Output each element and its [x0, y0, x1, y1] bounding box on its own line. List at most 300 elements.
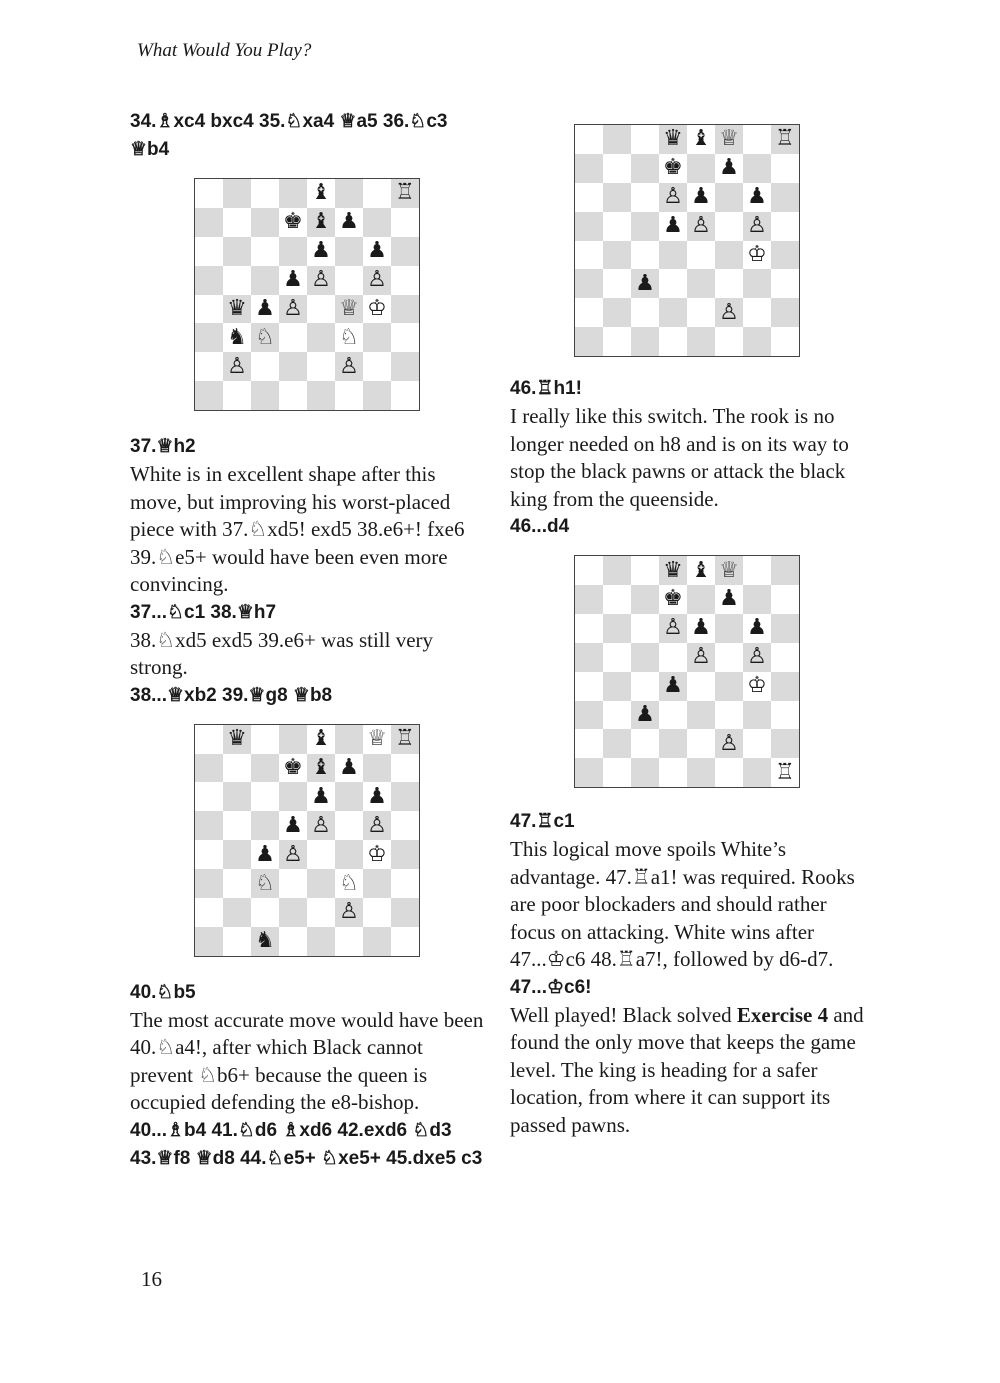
- board-square: [279, 927, 307, 956]
- board-square: [687, 183, 715, 212]
- board-square: [195, 352, 223, 381]
- chess-piece: ♙: [339, 353, 359, 379]
- board-square: [715, 758, 743, 787]
- board-square: [279, 266, 307, 295]
- diagram-1: [194, 178, 490, 411]
- board-square: [335, 237, 363, 266]
- board-square: [195, 754, 223, 783]
- chess-piece: ♟: [283, 812, 303, 838]
- chess-piece: ♟: [339, 754, 359, 780]
- board-square: [335, 381, 363, 410]
- board-square: [743, 327, 771, 356]
- chess-piece: ♟: [367, 783, 387, 809]
- right-column: [510, 124, 870, 1139]
- board-square: [771, 585, 799, 614]
- board-square: [307, 811, 335, 840]
- board-square: [687, 758, 715, 787]
- board-square: [363, 237, 391, 266]
- move-line: 37.♕h2: [130, 436, 196, 458]
- board-square: [335, 869, 363, 898]
- board-square: [715, 269, 743, 298]
- board-square: [251, 237, 279, 266]
- board-square: [659, 643, 687, 672]
- board-square: [603, 327, 631, 356]
- board-square: [251, 725, 279, 754]
- board-square: [743, 672, 771, 701]
- board-square: [771, 125, 799, 154]
- board-square: [575, 672, 603, 701]
- board-square: [687, 241, 715, 270]
- board-square: [251, 295, 279, 324]
- board-square: [659, 183, 687, 212]
- board-square: [631, 672, 659, 701]
- board-square: [575, 154, 603, 183]
- chess-piece: ♘: [255, 870, 275, 896]
- board-square: [743, 269, 771, 298]
- board-square: [603, 585, 631, 614]
- board-square: [603, 212, 631, 241]
- board-square: [307, 869, 335, 898]
- board-square: [771, 154, 799, 183]
- board-square: [687, 298, 715, 327]
- board-square: [771, 327, 799, 356]
- commentary-text: Well played! Black solved Exercise 4 and found the only move that keeps the game level. The king is heading for a safer location, from where it can support its passed pawns.: [510, 1002, 864, 1137]
- board-square: [391, 725, 419, 754]
- board-square: [743, 729, 771, 758]
- board-square: [603, 614, 631, 643]
- board-square: [223, 782, 251, 811]
- board-square: [251, 381, 279, 410]
- chess-piece: ♙: [719, 299, 739, 325]
- move-line: 46...d4: [510, 516, 570, 538]
- board-square: [195, 237, 223, 266]
- board-square: [715, 701, 743, 730]
- board-square: [659, 298, 687, 327]
- board-square: [659, 154, 687, 183]
- left-column: [130, 108, 490, 1173]
- board-square: [307, 898, 335, 927]
- board-square: [715, 556, 743, 585]
- board-square: [195, 927, 223, 956]
- chess-piece: ♛: [227, 296, 247, 321]
- board-square: [223, 840, 251, 869]
- chess-piece: ♘: [255, 324, 275, 350]
- board-square: [391, 352, 419, 381]
- chess-board: [194, 178, 420, 411]
- board-square: [631, 758, 659, 787]
- board-square: [195, 323, 223, 352]
- board-square: [307, 927, 335, 956]
- board-square: [659, 758, 687, 787]
- board-square: [575, 327, 603, 356]
- chess-piece: ♝: [311, 209, 331, 235]
- board-square: [391, 927, 419, 956]
- board-square: [631, 643, 659, 672]
- board-square: [659, 212, 687, 241]
- board-square: [251, 869, 279, 898]
- chess-piece: ♝: [691, 126, 711, 152]
- board-square: [363, 323, 391, 352]
- board-square: [771, 241, 799, 270]
- board-square: [659, 585, 687, 614]
- board-square: [279, 898, 307, 927]
- board-square: [363, 725, 391, 754]
- board-square: [363, 927, 391, 956]
- chess-piece: ♕: [367, 726, 387, 752]
- board-square: [687, 585, 715, 614]
- chess-board: [574, 555, 800, 788]
- board-square: [631, 183, 659, 212]
- board-square: [251, 782, 279, 811]
- chess-piece: ♙: [311, 267, 331, 293]
- board-square: [279, 381, 307, 410]
- board-square: [223, 381, 251, 410]
- board-square: [631, 269, 659, 298]
- board-square: [195, 266, 223, 295]
- board-square: [391, 179, 419, 208]
- chess-piece: ♝: [311, 754, 331, 780]
- board-square: [279, 725, 307, 754]
- board-square: [743, 298, 771, 327]
- running-header: What Would You Play?: [137, 40, 312, 61]
- board-square: [687, 154, 715, 183]
- board-square: [223, 754, 251, 783]
- chess-piece: ♟: [339, 209, 359, 235]
- board-square: [335, 840, 363, 869]
- chess-piece: ♛: [663, 557, 683, 583]
- board-square: [391, 869, 419, 898]
- chess-piece: ♟: [719, 586, 739, 612]
- board-square: [279, 237, 307, 266]
- board-square: [307, 352, 335, 381]
- board-square: [603, 643, 631, 672]
- chess-piece: ♘: [339, 324, 359, 350]
- board-square: [307, 725, 335, 754]
- chess-piece: ♛: [227, 726, 247, 752]
- chess-board: [194, 724, 420, 957]
- board-square: [195, 208, 223, 237]
- board-square: [335, 208, 363, 237]
- board-square: [575, 269, 603, 298]
- move-line: 46.♖h1!: [510, 378, 582, 400]
- board-square: [307, 295, 335, 324]
- board-square: [715, 298, 743, 327]
- chess-piece: ♙: [283, 841, 303, 867]
- board-square: [391, 323, 419, 352]
- board-square: [223, 266, 251, 295]
- chess-piece: ♚: [283, 754, 303, 780]
- board-square: [391, 754, 419, 783]
- board-square: [575, 125, 603, 154]
- board-square: [363, 208, 391, 237]
- board-square: [335, 725, 363, 754]
- board-square: [279, 754, 307, 783]
- board-square: [335, 811, 363, 840]
- board-square: [223, 811, 251, 840]
- chess-piece: ♙: [367, 267, 387, 293]
- board-square: [603, 758, 631, 787]
- board-square: [743, 125, 771, 154]
- board-square: [307, 840, 335, 869]
- move-line: 47...♔c6!: [510, 976, 592, 998]
- board-square: [363, 898, 391, 927]
- board-square: [771, 643, 799, 672]
- commentary-text: White is in excellent shape after this move, but improving his worst-placed piece with 37.♘xd5! exd5 38.e6+! fxe6 39.♘e5+ would have been even more convincing.: [130, 462, 465, 597]
- chess-piece: ♛: [663, 126, 683, 152]
- chess-piece: ♟: [311, 783, 331, 809]
- diagram-2: [194, 724, 490, 957]
- chess-piece: ♙: [283, 296, 303, 321]
- chess-piece: ♟: [719, 155, 739, 181]
- board-square: [631, 729, 659, 758]
- board-square: [251, 352, 279, 381]
- board-square: [223, 179, 251, 208]
- board-square: [743, 241, 771, 270]
- chess-piece: ♙: [747, 644, 767, 670]
- board-square: [251, 208, 279, 237]
- chess-piece: ♟: [663, 673, 683, 699]
- board-square: [687, 556, 715, 585]
- board-square: [279, 179, 307, 208]
- board-square: [223, 352, 251, 381]
- board-square: [575, 183, 603, 212]
- board-square: [223, 208, 251, 237]
- board-square: [195, 840, 223, 869]
- chess-piece: ♚: [283, 209, 303, 235]
- commentary-text: 38.♘xd5 exd5 39.e6+ was still very strong.: [130, 627, 434, 680]
- board-square: [631, 212, 659, 241]
- board-square: [715, 643, 743, 672]
- board-square: [659, 241, 687, 270]
- board-square: [575, 241, 603, 270]
- chess-piece: ♙: [663, 184, 683, 210]
- commentary-text: I really like this switch. The rook is no longer needed on h8 and is on its way to stop the black pawns or attack the black king from the queenside.: [510, 404, 849, 511]
- chess-piece: ♙: [227, 353, 247, 379]
- board-square: [771, 758, 799, 787]
- board-square: [603, 298, 631, 327]
- board-square: [195, 782, 223, 811]
- chess-piece: ♔: [367, 296, 387, 321]
- board-square: [391, 898, 419, 927]
- board-square: [575, 701, 603, 730]
- chess-piece: ♙: [339, 899, 359, 925]
- board-square: [631, 125, 659, 154]
- board-square: [307, 381, 335, 410]
- move-line: 40.♘b5: [130, 981, 196, 1003]
- board-square: [307, 208, 335, 237]
- board-square: [251, 323, 279, 352]
- board-square: [659, 125, 687, 154]
- board-square: [195, 381, 223, 410]
- board-square: [575, 298, 603, 327]
- board-square: [743, 701, 771, 730]
- board-square: [195, 179, 223, 208]
- chess-piece: ♚: [663, 155, 683, 181]
- board-square: [363, 869, 391, 898]
- board-square: [391, 840, 419, 869]
- chess-piece: ♟: [311, 238, 331, 264]
- board-square: [279, 295, 307, 324]
- chess-piece: ♟: [747, 184, 767, 210]
- board-square: [603, 672, 631, 701]
- chess-piece: ♟: [635, 270, 655, 296]
- board-square: [715, 585, 743, 614]
- board-square: [251, 754, 279, 783]
- board-square: [363, 840, 391, 869]
- board-square: [251, 179, 279, 208]
- chess-piece: ♞: [227, 324, 247, 350]
- board-square: [743, 212, 771, 241]
- board-square: [687, 327, 715, 356]
- board-square: [575, 643, 603, 672]
- move-line: 40...♗b4 41.♘d6 ♗xd6 42.exd6 ♘d3 43.♕f8 ♕d8 44.♘e5+ ♘xe5+ 45.dxe5 c3: [130, 1119, 483, 1169]
- board-square: [603, 701, 631, 730]
- board-square: [771, 672, 799, 701]
- board-square: [659, 672, 687, 701]
- board-square: [575, 585, 603, 614]
- board-square: [575, 556, 603, 585]
- board-square: [771, 183, 799, 212]
- board-square: [195, 725, 223, 754]
- chess-piece: ♕: [339, 296, 359, 321]
- board-square: [771, 298, 799, 327]
- board-square: [687, 212, 715, 241]
- board-square: [687, 701, 715, 730]
- board-square: [223, 869, 251, 898]
- chess-piece: ♟: [255, 296, 275, 321]
- board-square: [391, 782, 419, 811]
- chess-piece: ♕: [719, 557, 739, 583]
- board-square: [687, 672, 715, 701]
- board-square: [363, 754, 391, 783]
- board-square: [631, 585, 659, 614]
- board-square: [771, 614, 799, 643]
- board-square: [659, 614, 687, 643]
- chess-piece: ♔: [367, 841, 387, 867]
- chess-piece: ♖: [775, 126, 795, 152]
- board-square: [743, 758, 771, 787]
- chess-piece: ♟: [255, 841, 275, 867]
- board-square: [223, 725, 251, 754]
- board-square: [363, 352, 391, 381]
- board-square: [743, 154, 771, 183]
- chess-piece: ♟: [635, 702, 655, 728]
- board-square: [307, 179, 335, 208]
- board-square: [603, 269, 631, 298]
- board-square: [603, 556, 631, 585]
- move-line: 34.♗xc4 bxc4 35.♘xa4 ♕a5 36.♘c3 ♕b4: [130, 111, 448, 160]
- board-square: [687, 614, 715, 643]
- board-square: [575, 212, 603, 241]
- board-square: [603, 729, 631, 758]
- board-square: [335, 898, 363, 927]
- board-square: [715, 327, 743, 356]
- board-square: [307, 323, 335, 352]
- board-square: [391, 811, 419, 840]
- board-square: [335, 266, 363, 295]
- board-square: [575, 729, 603, 758]
- board-square: [631, 241, 659, 270]
- board-square: [391, 266, 419, 295]
- board-square: [603, 241, 631, 270]
- board-square: [363, 381, 391, 410]
- board-square: [715, 212, 743, 241]
- board-square: [631, 556, 659, 585]
- board-square: [279, 323, 307, 352]
- board-square: [251, 927, 279, 956]
- board-square: [251, 811, 279, 840]
- board-square: [771, 701, 799, 730]
- board-square: [279, 782, 307, 811]
- board-square: [335, 323, 363, 352]
- chess-piece: ♙: [747, 213, 767, 239]
- chess-board: [574, 124, 800, 357]
- board-square: [251, 840, 279, 869]
- board-square: [363, 179, 391, 208]
- chess-piece: ♟: [367, 238, 387, 264]
- board-square: [631, 327, 659, 356]
- chess-piece: ♟: [663, 213, 683, 239]
- board-square: [223, 295, 251, 324]
- board-square: [335, 927, 363, 956]
- board-square: [659, 269, 687, 298]
- chess-piece: ♙: [663, 615, 683, 641]
- board-square: [251, 898, 279, 927]
- board-square: [391, 295, 419, 324]
- chess-piece: ♞: [255, 928, 275, 954]
- move-line: 37...♘c1 38.♕h7: [130, 601, 277, 623]
- board-square: [307, 237, 335, 266]
- board-square: [687, 729, 715, 758]
- board-square: [307, 782, 335, 811]
- board-square: [603, 125, 631, 154]
- board-square: [279, 811, 307, 840]
- chess-piece: ♙: [691, 644, 711, 670]
- move-line: 38...♕xb2 39.♕g8 ♕b8: [130, 684, 333, 706]
- board-square: [743, 183, 771, 212]
- chess-piece: ♟: [691, 615, 711, 641]
- board-square: [743, 614, 771, 643]
- board-square: [687, 269, 715, 298]
- chess-piece: ♙: [691, 213, 711, 239]
- chess-piece: ♖: [395, 180, 415, 206]
- chess-piece: ♔: [747, 242, 767, 267]
- board-square: [363, 295, 391, 324]
- board-square: [223, 898, 251, 927]
- chess-piece: ♖: [775, 759, 795, 785]
- board-square: [335, 352, 363, 381]
- board-square: [307, 266, 335, 295]
- board-square: [363, 782, 391, 811]
- diagram-4: [574, 555, 870, 788]
- board-square: [575, 758, 603, 787]
- board-square: [391, 381, 419, 410]
- board-square: [715, 672, 743, 701]
- chess-piece: ♝: [691, 557, 711, 583]
- board-square: [279, 352, 307, 381]
- board-square: [223, 323, 251, 352]
- board-square: [279, 208, 307, 237]
- chess-piece: ♔: [747, 673, 767, 699]
- board-square: [575, 614, 603, 643]
- board-square: [223, 237, 251, 266]
- board-square: [715, 241, 743, 270]
- board-square: [391, 208, 419, 237]
- diagram-3: [574, 124, 870, 357]
- board-square: [715, 125, 743, 154]
- page-number: 16: [141, 1267, 162, 1291]
- commentary-text: This logical move spoils White’s advantage. 47.♖a1! was required. Rooks are poor blockaders and should rather focus on attacking. White wins after 47...♔c6 48.♖a7!, followed by d6-d7.: [510, 837, 855, 972]
